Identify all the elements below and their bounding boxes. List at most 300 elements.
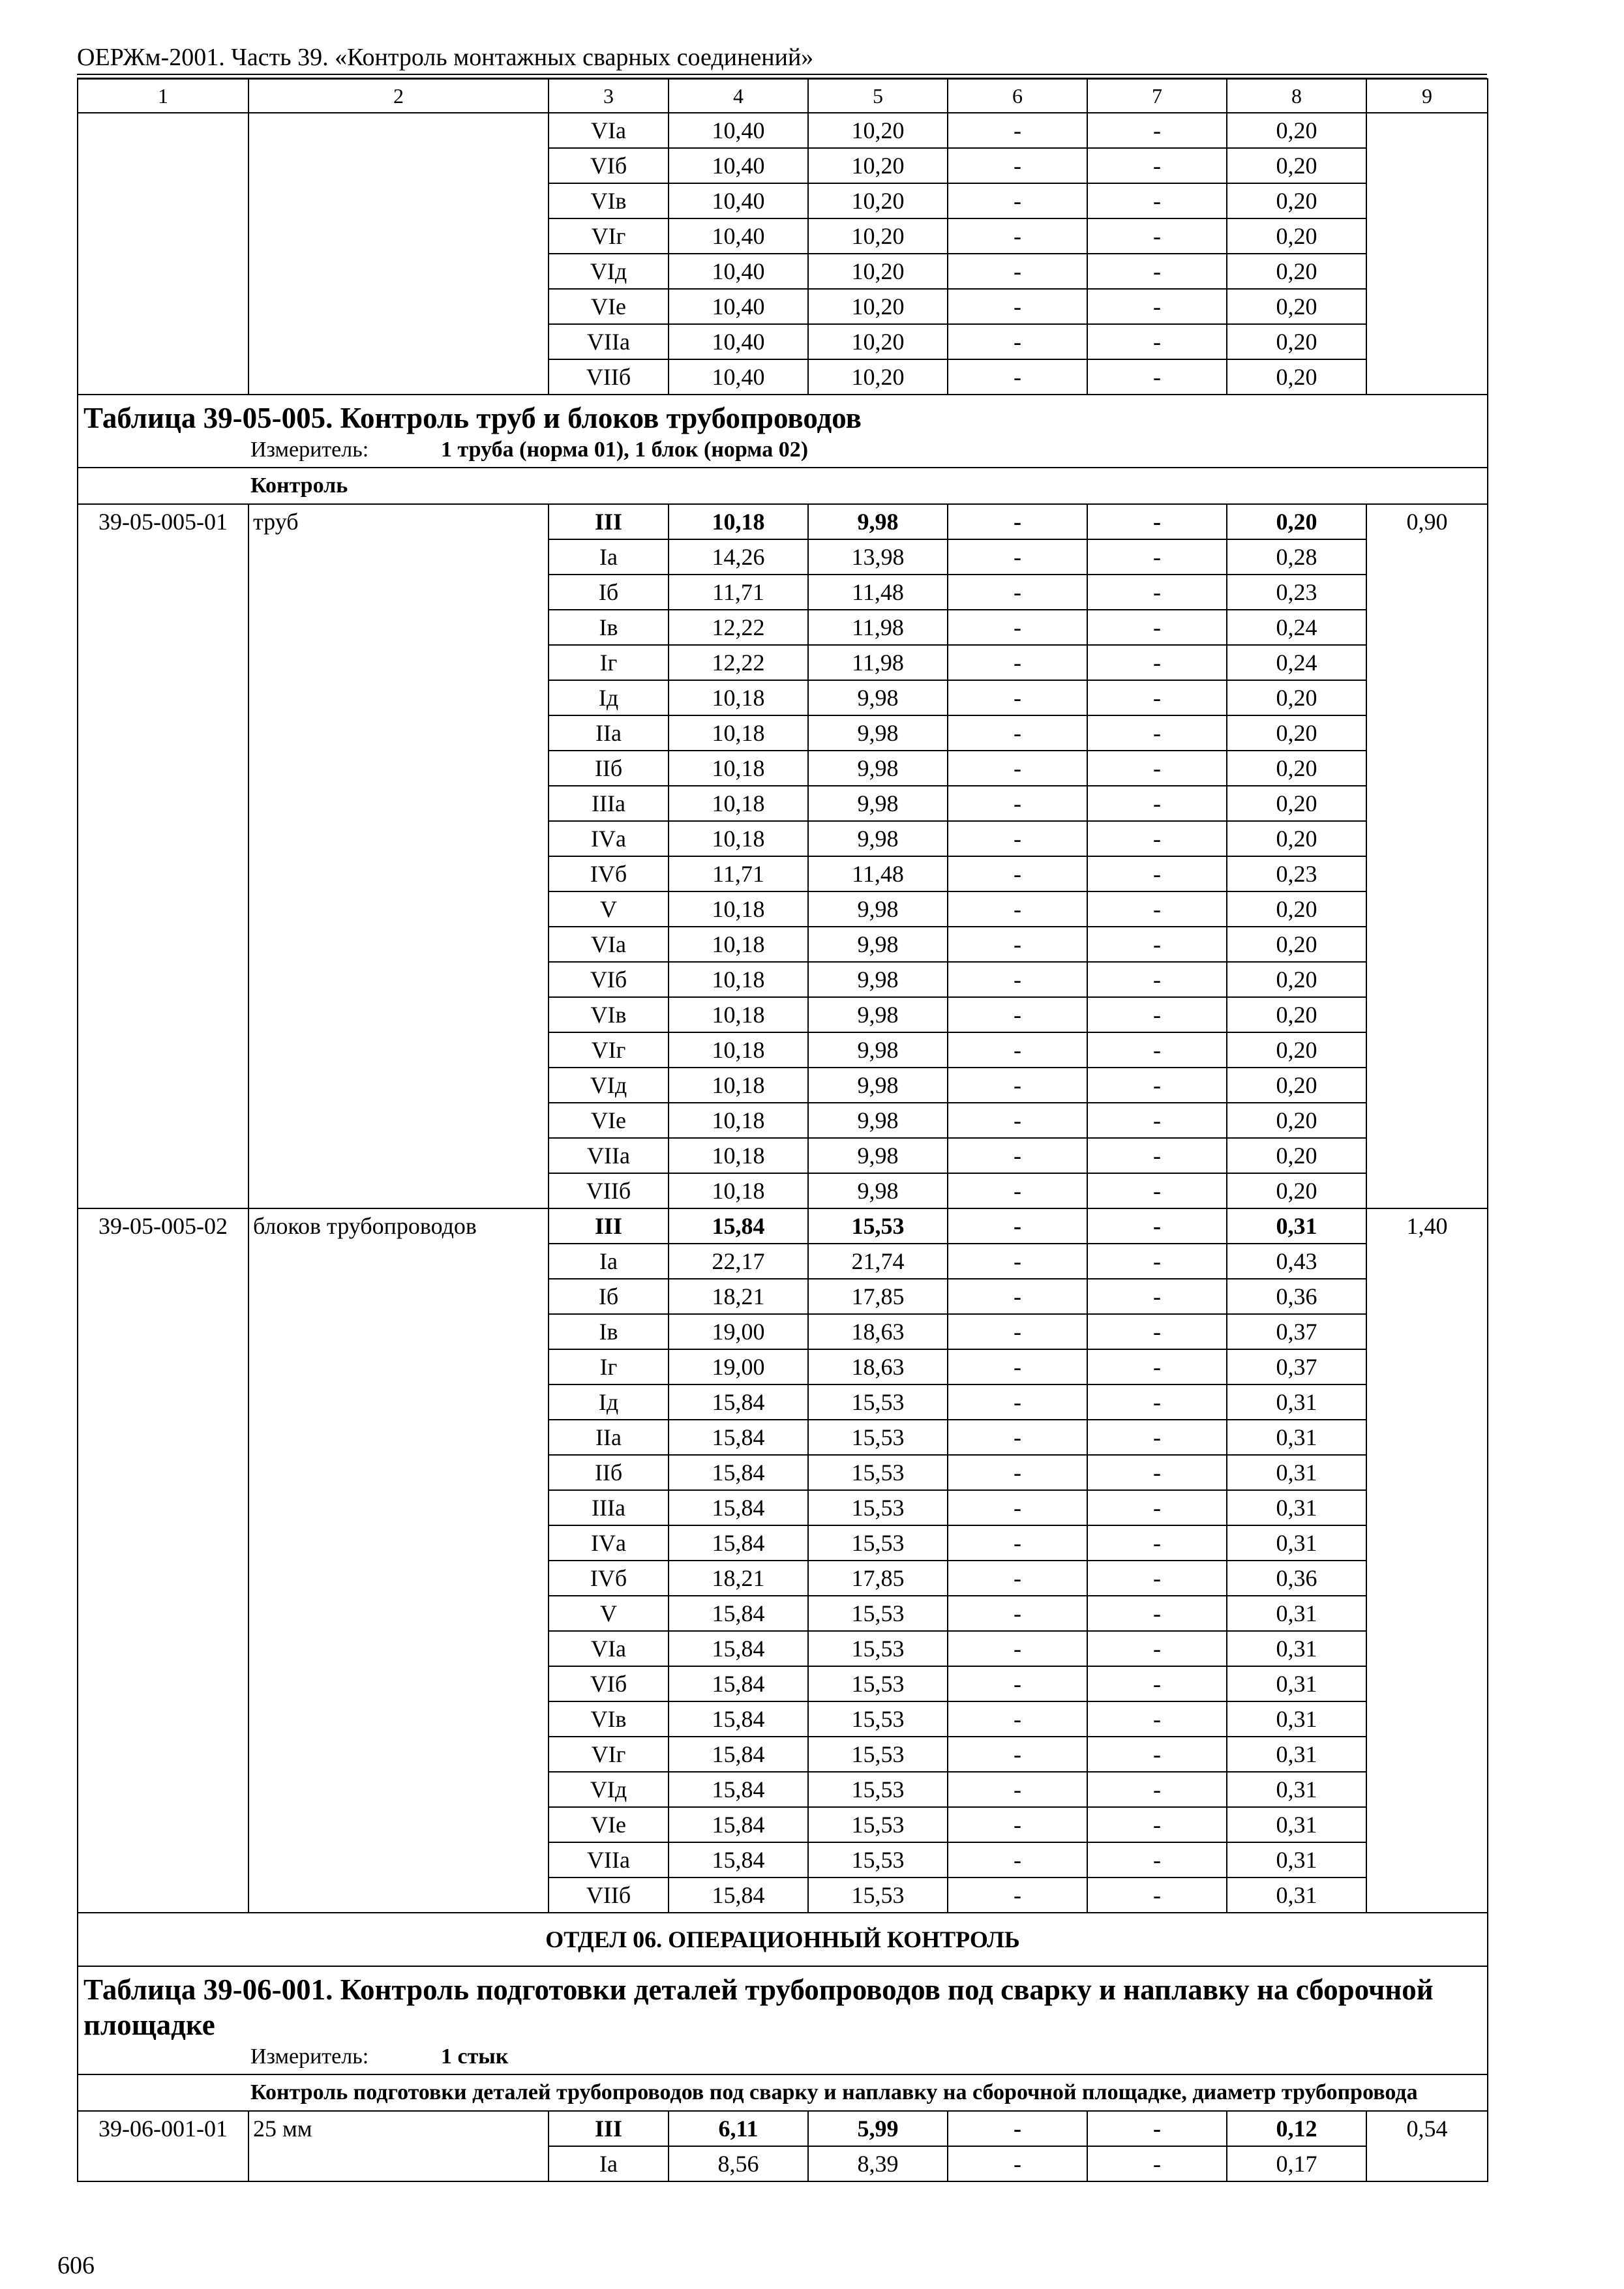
value-col8: 0,36 bbox=[1227, 1279, 1366, 1314]
value-col4: 15,84 bbox=[669, 1596, 808, 1631]
table-title: Таблица 39-05-005. Контроль труб и блоков трубопроводов bbox=[83, 402, 862, 434]
value-col6: - bbox=[948, 1244, 1087, 1279]
value-col4: 6,11 bbox=[669, 2111, 808, 2146]
value-col5: 8,39 bbox=[808, 2146, 948, 2181]
value-col4: 15,84 bbox=[669, 1208, 808, 1244]
value-col8: 0,31 bbox=[1227, 1208, 1366, 1244]
value-col7: - bbox=[1087, 324, 1227, 359]
region-cell: VIе bbox=[549, 1103, 669, 1138]
value-col7: - bbox=[1087, 856, 1227, 891]
value-col8: 0,31 bbox=[1227, 1772, 1366, 1807]
coefficient bbox=[1366, 113, 1488, 395]
norm-code: 39-05-005-01 bbox=[78, 504, 248, 1208]
value-col7: - bbox=[1087, 1103, 1227, 1138]
region-cell: IVа bbox=[549, 1525, 669, 1561]
value-col8: 0,20 bbox=[1227, 1068, 1366, 1103]
region-cell: IIб bbox=[549, 1455, 669, 1490]
value-col7: - bbox=[1087, 1737, 1227, 1772]
value-col8: 0,24 bbox=[1227, 645, 1366, 680]
value-col5: 15,53 bbox=[808, 1420, 948, 1455]
region-cell: Iв bbox=[549, 1314, 669, 1349]
region-cell: IIа bbox=[549, 1420, 669, 1455]
measure-label: Измеритель: bbox=[250, 438, 369, 462]
region-cell: VIб bbox=[549, 148, 669, 183]
value-col6: - bbox=[948, 821, 1087, 856]
value-col8: 0,20 bbox=[1227, 504, 1366, 539]
value-col5: 15,53 bbox=[808, 1490, 948, 1525]
value-col7: - bbox=[1087, 751, 1227, 786]
region-cell: VIIа bbox=[549, 1842, 669, 1878]
value-col8: 0,31 bbox=[1227, 1807, 1366, 1842]
value-col7: - bbox=[1087, 821, 1227, 856]
value-col4: 10,18 bbox=[669, 1173, 808, 1208]
region-cell: VIб bbox=[549, 962, 669, 997]
value-col6: - bbox=[948, 856, 1087, 891]
value-col6: - bbox=[948, 1138, 1087, 1173]
value-col8: 0,20 bbox=[1227, 324, 1366, 359]
value-col5: 15,53 bbox=[808, 1455, 948, 1490]
value-col7: - bbox=[1087, 504, 1227, 539]
value-col6: - bbox=[948, 1772, 1087, 1807]
value-col8: 0,31 bbox=[1227, 1878, 1366, 1913]
value-col4: 8,56 bbox=[669, 2146, 808, 2181]
value-col4: 15,84 bbox=[669, 1525, 808, 1561]
value-col5: 18,63 bbox=[808, 1314, 948, 1349]
value-col6: - bbox=[948, 1878, 1087, 1913]
column-number-cell: 4 bbox=[669, 79, 808, 113]
value-col5: 10,20 bbox=[808, 218, 948, 254]
value-col4: 10,18 bbox=[669, 1068, 808, 1103]
value-col4: 10,18 bbox=[669, 891, 808, 927]
region-cell: V bbox=[549, 891, 669, 927]
column-number-cell: 1 bbox=[78, 79, 248, 113]
value-col8: 0,31 bbox=[1227, 1666, 1366, 1701]
value-col5: 13,98 bbox=[808, 539, 948, 575]
column-number-cell: 7 bbox=[1087, 79, 1227, 113]
value-col7: - bbox=[1087, 1420, 1227, 1455]
group-header-cell bbox=[78, 468, 1488, 504]
value-col7: - bbox=[1087, 1490, 1227, 1525]
value-col7: - bbox=[1087, 575, 1227, 610]
value-col8: 0,20 bbox=[1227, 786, 1366, 821]
region-cell: Iб bbox=[549, 1279, 669, 1314]
value-col4: 10,40 bbox=[669, 254, 808, 289]
value-col7: - bbox=[1087, 1208, 1227, 1244]
value-col6: - bbox=[948, 504, 1087, 539]
column-number-cell: 5 bbox=[808, 79, 948, 113]
value-col8: 0,20 bbox=[1227, 148, 1366, 183]
value-col5: 11,98 bbox=[808, 645, 948, 680]
value-col6: - bbox=[948, 1737, 1087, 1772]
value-col7: - bbox=[1087, 183, 1227, 218]
value-col8: 0,31 bbox=[1227, 1455, 1366, 1490]
value-col6: - bbox=[948, 997, 1087, 1032]
value-col4: 15,84 bbox=[669, 1455, 808, 1490]
value-col8: 0,20 bbox=[1227, 1032, 1366, 1068]
region-cell: Iа bbox=[549, 1244, 669, 1279]
value-col7: - bbox=[1087, 1068, 1227, 1103]
value-col4: 10,18 bbox=[669, 1103, 808, 1138]
region-cell: VIIа bbox=[549, 324, 669, 359]
column-number-cell: 3 bbox=[549, 79, 669, 113]
value-col7: - bbox=[1087, 2146, 1227, 2181]
value-col4: 11,71 bbox=[669, 575, 808, 610]
measure-label: Измеритель: bbox=[250, 2044, 369, 2069]
value-col7: - bbox=[1087, 1384, 1227, 1420]
norm-name bbox=[248, 113, 549, 395]
value-col6: - bbox=[948, 1666, 1087, 1701]
table-row bbox=[78, 113, 1488, 148]
value-col7: - bbox=[1087, 113, 1227, 148]
value-col6: - bbox=[948, 680, 1087, 715]
value-col4: 15,84 bbox=[669, 1631, 808, 1666]
region-cell: VIг bbox=[549, 218, 669, 254]
value-col5: 15,53 bbox=[808, 1631, 948, 1666]
region-cell: VIIа bbox=[549, 1138, 669, 1173]
value-col6: - bbox=[948, 148, 1087, 183]
value-col6: - bbox=[948, 927, 1087, 962]
value-col7: - bbox=[1087, 891, 1227, 927]
value-col8: 0,20 bbox=[1227, 821, 1366, 856]
value-col4: 19,00 bbox=[669, 1349, 808, 1384]
value-col8: 0,20 bbox=[1227, 183, 1366, 218]
table-title: Таблица 39-06-001. Контроль подготовки деталей трубопроводов под сварку и наплавку на сборочной площадке bbox=[83, 1973, 1434, 2041]
value-col6: - bbox=[948, 254, 1087, 289]
value-col4: 10,18 bbox=[669, 927, 808, 962]
value-col5: 11,98 bbox=[808, 610, 948, 645]
value-col4: 15,84 bbox=[669, 1701, 808, 1737]
value-col6: - bbox=[948, 1173, 1087, 1208]
value-col8: 0,12 bbox=[1227, 2111, 1366, 2146]
value-col5: 10,20 bbox=[808, 289, 948, 324]
value-col7: - bbox=[1087, 1173, 1227, 1208]
region-cell: IIб bbox=[549, 751, 669, 786]
value-col6: - bbox=[948, 289, 1087, 324]
region-cell: Iд bbox=[549, 1384, 669, 1420]
header-rule bbox=[77, 74, 1487, 75]
value-col5: 10,20 bbox=[808, 359, 948, 395]
norm-code: 39-05-005-02 bbox=[78, 1208, 248, 1913]
value-col4: 10,18 bbox=[669, 786, 808, 821]
value-col6: - bbox=[948, 1842, 1087, 1878]
value-col5: 9,98 bbox=[808, 1103, 948, 1138]
column-number-cell: 8 bbox=[1227, 79, 1366, 113]
group-header-row bbox=[78, 468, 1488, 504]
value-col6: - bbox=[948, 715, 1087, 751]
region-cell: Iв bbox=[549, 610, 669, 645]
value-col8: 0,31 bbox=[1227, 1420, 1366, 1455]
value-col7: - bbox=[1087, 1525, 1227, 1561]
value-col7: - bbox=[1087, 1596, 1227, 1631]
value-col8: 0,43 bbox=[1227, 1244, 1366, 1279]
value-col5: 9,98 bbox=[808, 786, 948, 821]
value-col5: 9,98 bbox=[808, 1173, 948, 1208]
value-col8: 0,23 bbox=[1227, 575, 1366, 610]
value-col7: - bbox=[1087, 715, 1227, 751]
value-col8: 0,31 bbox=[1227, 1737, 1366, 1772]
value-col5: 9,98 bbox=[808, 1068, 948, 1103]
region-cell: Iг bbox=[549, 645, 669, 680]
value-col6: - bbox=[948, 324, 1087, 359]
value-col8: 0,23 bbox=[1227, 856, 1366, 891]
region-cell: VIг bbox=[549, 1737, 669, 1772]
value-col4: 10,40 bbox=[669, 289, 808, 324]
value-col5: 9,98 bbox=[808, 821, 948, 856]
region-cell: Iа bbox=[549, 2146, 669, 2181]
value-col6: - bbox=[948, 1032, 1087, 1068]
value-col8: 0,31 bbox=[1227, 1490, 1366, 1525]
value-col5: 10,20 bbox=[808, 324, 948, 359]
measure-line bbox=[78, 436, 1487, 467]
value-col4: 10,40 bbox=[669, 324, 808, 359]
value-col5: 15,53 bbox=[808, 1596, 948, 1631]
region-cell: Iд bbox=[549, 680, 669, 715]
value-col5: 15,53 bbox=[808, 1737, 948, 1772]
region-cell: III bbox=[549, 2111, 669, 2146]
value-col7: - bbox=[1087, 1032, 1227, 1068]
value-col6: - bbox=[948, 962, 1087, 997]
value-col7: - bbox=[1087, 1455, 1227, 1490]
value-col7: - bbox=[1087, 1244, 1227, 1279]
value-col5: 5,99 bbox=[808, 2111, 948, 2146]
region-cell: IVб bbox=[549, 856, 669, 891]
region-cell: IIIа bbox=[549, 786, 669, 821]
value-col5: 9,98 bbox=[808, 1032, 948, 1068]
region-cell: V bbox=[549, 1596, 669, 1631]
value-col5: 15,53 bbox=[808, 1842, 948, 1878]
value-col7: - bbox=[1087, 218, 1227, 254]
value-col4: 10,18 bbox=[669, 504, 808, 539]
value-col7: - bbox=[1087, 610, 1227, 645]
section-title: ОТДЕЛ 06. ОПЕРАЦИОННЫЙ КОНТРОЛЬ bbox=[78, 1913, 1488, 1966]
value-col5: 9,98 bbox=[808, 715, 948, 751]
column-number-cell: 9 bbox=[1366, 79, 1488, 113]
value-col4: 10,18 bbox=[669, 821, 808, 856]
value-col4: 19,00 bbox=[669, 1314, 808, 1349]
region-cell: VIа bbox=[549, 113, 669, 148]
table-title-row bbox=[78, 395, 1488, 468]
value-col8: 0,20 bbox=[1227, 289, 1366, 324]
value-col7: - bbox=[1087, 148, 1227, 183]
norm-name: блоков трубопроводов bbox=[248, 1208, 549, 1913]
value-col8: 0,31 bbox=[1227, 1596, 1366, 1631]
region-cell: VIIб bbox=[549, 359, 669, 395]
value-col4: 10,18 bbox=[669, 1032, 808, 1068]
value-col5: 15,53 bbox=[808, 1772, 948, 1807]
value-col4: 10,40 bbox=[669, 218, 808, 254]
value-col5: 10,20 bbox=[808, 113, 948, 148]
region-cell: VIе bbox=[549, 289, 669, 324]
value-col6: - bbox=[948, 1631, 1087, 1666]
value-col6: - bbox=[948, 891, 1087, 927]
value-col4: 10,40 bbox=[669, 148, 808, 183]
value-col7: - bbox=[1087, 1666, 1227, 1701]
region-cell: Iг bbox=[549, 1349, 669, 1384]
value-col6: - bbox=[948, 1384, 1087, 1420]
value-col7: - bbox=[1087, 1631, 1227, 1666]
value-col4: 12,22 bbox=[669, 645, 808, 680]
value-col8: 0,20 bbox=[1227, 927, 1366, 962]
value-col8: 0,20 bbox=[1227, 218, 1366, 254]
value-col7: - bbox=[1087, 1561, 1227, 1596]
value-col6: - bbox=[948, 645, 1087, 680]
value-col7: - bbox=[1087, 254, 1227, 289]
measure-value: 1 стык bbox=[441, 2044, 509, 2069]
value-col7: - bbox=[1087, 1842, 1227, 1878]
value-col8: 0,24 bbox=[1227, 610, 1366, 645]
table-row bbox=[78, 504, 1488, 539]
coefficient: 0,90 bbox=[1366, 504, 1488, 1208]
value-col4: 12,22 bbox=[669, 610, 808, 645]
value-col6: - bbox=[948, 1490, 1087, 1525]
value-col8: 0,20 bbox=[1227, 715, 1366, 751]
value-col4: 11,71 bbox=[669, 856, 808, 891]
value-col8: 0,31 bbox=[1227, 1631, 1366, 1666]
value-col5: 18,63 bbox=[808, 1349, 948, 1384]
value-col8: 0,20 bbox=[1227, 359, 1366, 395]
group-header-row bbox=[78, 2074, 1488, 2111]
value-col5: 15,53 bbox=[808, 1384, 948, 1420]
region-cell: VIд bbox=[549, 254, 669, 289]
value-col4: 10,18 bbox=[669, 680, 808, 715]
value-col6: - bbox=[948, 1103, 1087, 1138]
value-col4: 15,84 bbox=[669, 1842, 808, 1878]
value-col6: - bbox=[948, 1208, 1087, 1244]
value-col5: 11,48 bbox=[808, 575, 948, 610]
value-col6: - bbox=[948, 1314, 1087, 1349]
value-col6: - bbox=[948, 1279, 1087, 1314]
value-col8: 0,20 bbox=[1227, 891, 1366, 927]
value-col7: - bbox=[1087, 645, 1227, 680]
value-col6: - bbox=[948, 218, 1087, 254]
value-col4: 15,84 bbox=[669, 1384, 808, 1420]
norm-code bbox=[78, 113, 248, 395]
running-header: ОЕРЖм-2001. Часть 39. «Контроль монтажных сварных соединений» bbox=[77, 44, 814, 71]
value-col5: 15,53 bbox=[808, 1666, 948, 1701]
column-number-row bbox=[78, 79, 1488, 113]
value-col4: 15,84 bbox=[669, 1807, 808, 1842]
norm-name: труб bbox=[248, 504, 549, 1208]
column-number-cell: 6 bbox=[948, 79, 1087, 113]
coefficient: 1,40 bbox=[1366, 1208, 1488, 1913]
value-col6: - bbox=[948, 359, 1087, 395]
value-col5: 15,53 bbox=[808, 1807, 948, 1842]
value-col8: 0,20 bbox=[1227, 1173, 1366, 1208]
value-col4: 15,84 bbox=[669, 1772, 808, 1807]
value-col4: 10,40 bbox=[669, 183, 808, 218]
region-cell: VIд bbox=[549, 1068, 669, 1103]
table-row bbox=[78, 1208, 1488, 1244]
value-col5: 15,53 bbox=[808, 1208, 948, 1244]
region-cell: VIIб bbox=[549, 1878, 669, 1913]
value-col4: 18,21 bbox=[669, 1279, 808, 1314]
value-col8: 0,31 bbox=[1227, 1525, 1366, 1561]
value-col8: 0,20 bbox=[1227, 751, 1366, 786]
region-cell: IIа bbox=[549, 715, 669, 751]
value-col8: 0,17 bbox=[1227, 2146, 1366, 2181]
value-col4: 15,84 bbox=[669, 1420, 808, 1455]
rates-table bbox=[77, 78, 1488, 2182]
region-cell: VIд bbox=[549, 1772, 669, 1807]
value-col5: 11,48 bbox=[808, 856, 948, 891]
region-cell: Iа bbox=[549, 539, 669, 575]
value-col8: 0,28 bbox=[1227, 539, 1366, 575]
value-col8: 0,20 bbox=[1227, 254, 1366, 289]
value-col8: 0,20 bbox=[1227, 1103, 1366, 1138]
coefficient: 0,54 bbox=[1366, 2111, 1488, 2181]
value-col7: - bbox=[1087, 2111, 1227, 2146]
value-col5: 17,85 bbox=[808, 1561, 948, 1596]
value-col7: - bbox=[1087, 1349, 1227, 1384]
value-col6: - bbox=[948, 2146, 1087, 2181]
norm-name: 25 мм bbox=[248, 2111, 549, 2181]
value-col7: - bbox=[1087, 1878, 1227, 1913]
region-cell: VIв bbox=[549, 997, 669, 1032]
column-number-cell: 2 bbox=[248, 79, 549, 113]
value-col6: - bbox=[948, 1701, 1087, 1737]
value-col5: 9,98 bbox=[808, 680, 948, 715]
value-col5: 9,98 bbox=[808, 504, 948, 539]
region-cell: IIIа bbox=[549, 1490, 669, 1525]
value-col4: 15,84 bbox=[669, 1737, 808, 1772]
value-col7: - bbox=[1087, 1314, 1227, 1349]
value-col5: 15,53 bbox=[808, 1878, 948, 1913]
value-col4: 15,84 bbox=[669, 1666, 808, 1701]
value-col8: 0,36 bbox=[1227, 1561, 1366, 1596]
value-col4: 14,26 bbox=[669, 539, 808, 575]
region-cell: III bbox=[549, 504, 669, 539]
value-col6: - bbox=[948, 1525, 1087, 1561]
value-col6: - bbox=[948, 1349, 1087, 1384]
measure-line bbox=[78, 2042, 1487, 2074]
value-col8: 0,20 bbox=[1227, 680, 1366, 715]
region-cell: VIа bbox=[549, 927, 669, 962]
value-col6: - bbox=[948, 1420, 1087, 1455]
region-cell: IVа bbox=[549, 821, 669, 856]
value-col5: 15,53 bbox=[808, 1701, 948, 1737]
value-col8: 0,37 bbox=[1227, 1349, 1366, 1384]
value-col5: 10,20 bbox=[808, 254, 948, 289]
value-col5: 10,20 bbox=[808, 183, 948, 218]
value-col8: 0,20 bbox=[1227, 113, 1366, 148]
value-col6: - bbox=[948, 610, 1087, 645]
group-header-cell bbox=[78, 2074, 1488, 2111]
value-col8: 0,31 bbox=[1227, 1384, 1366, 1420]
value-col4: 10,18 bbox=[669, 962, 808, 997]
table-row bbox=[78, 2111, 1488, 2146]
value-col7: - bbox=[1087, 997, 1227, 1032]
value-col6: - bbox=[948, 1561, 1087, 1596]
value-col7: - bbox=[1087, 1701, 1227, 1737]
value-col6: - bbox=[948, 786, 1087, 821]
value-col7: - bbox=[1087, 1772, 1227, 1807]
value-col4: 10,18 bbox=[669, 997, 808, 1032]
value-col5: 9,98 bbox=[808, 891, 948, 927]
value-col7: - bbox=[1087, 539, 1227, 575]
section-row bbox=[78, 1913, 1488, 1966]
region-cell: Iб bbox=[549, 575, 669, 610]
value-col4: 15,84 bbox=[669, 1490, 808, 1525]
value-col4: 15,84 bbox=[669, 1878, 808, 1913]
value-col7: - bbox=[1087, 289, 1227, 324]
value-col7: - bbox=[1087, 1279, 1227, 1314]
value-col8: 0,31 bbox=[1227, 1701, 1366, 1737]
group-header: Контроль подготовки деталей трубопроводов под сварку и наплавку на сборочной площадке, диаметр трубопровода bbox=[250, 2080, 1418, 2104]
value-col5: 15,53 bbox=[808, 1525, 948, 1561]
region-cell: VIв bbox=[549, 183, 669, 218]
table-title-cell bbox=[78, 1966, 1488, 2074]
value-col6: - bbox=[948, 1455, 1087, 1490]
